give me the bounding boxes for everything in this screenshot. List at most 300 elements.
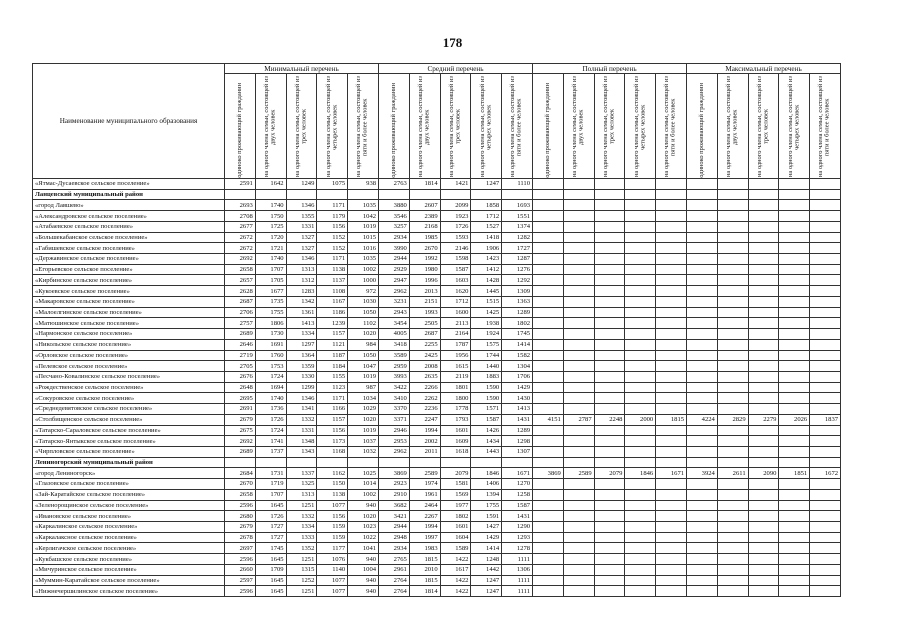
municipality-name: «Кукоевское сельское поселение» xyxy=(33,286,225,297)
group-header: Средний перечень xyxy=(379,64,533,74)
table-row xyxy=(33,532,841,543)
value-cell xyxy=(717,189,748,200)
value-cell xyxy=(563,339,594,350)
value-cell xyxy=(563,522,594,533)
value-cell xyxy=(471,189,502,200)
column-header-label: на одного члена семьи, состоящей из пяти и более человек xyxy=(817,76,832,178)
value-cell: 1278 xyxy=(502,543,533,554)
value-cell xyxy=(779,350,810,361)
value-cell: 2934 xyxy=(379,232,410,243)
municipality-name: «Орловское сельское поселение» xyxy=(33,350,225,361)
value-cell: 1730 xyxy=(255,329,286,340)
district-row xyxy=(33,457,841,468)
value-cell xyxy=(625,382,656,393)
value-cell xyxy=(717,307,748,318)
value-cell: 1725 xyxy=(255,221,286,232)
value-cell xyxy=(656,382,687,393)
column-header xyxy=(317,74,348,179)
value-cell xyxy=(625,532,656,543)
column-header-label: на одного члена семьи, состоящей из двух человек xyxy=(262,76,277,178)
value-cell: 1041 xyxy=(348,543,379,554)
value-cell: 1601 xyxy=(440,522,471,533)
value-cell xyxy=(625,522,656,533)
value-cell: 1726 xyxy=(255,511,286,522)
value-cell: 2679 xyxy=(225,522,256,533)
value-cell: 1883 xyxy=(471,371,502,382)
value-cell xyxy=(687,489,718,500)
value-cell: 1293 xyxy=(502,532,533,543)
value-cell xyxy=(779,554,810,565)
value-cell: 2013 xyxy=(409,286,440,297)
value-cell xyxy=(625,543,656,554)
value-cell xyxy=(687,211,718,222)
value-cell: 938 xyxy=(348,179,379,190)
value-cell: 2672 xyxy=(225,243,256,254)
value-cell xyxy=(594,436,625,447)
municipality-name: «Большекабанское сельское поселение» xyxy=(33,232,225,243)
column-header xyxy=(533,74,564,179)
municipality-name: «Зеленорощинское сельское поселение» xyxy=(33,500,225,511)
value-cell: 1600 xyxy=(440,307,471,318)
value-cell: 1923 xyxy=(440,211,471,222)
value-cell xyxy=(779,371,810,382)
value-cell: 1740 xyxy=(255,254,286,265)
value-cell: 1582 xyxy=(502,350,533,361)
value-cell xyxy=(687,479,718,490)
value-cell xyxy=(533,189,564,200)
value-cell: 1252 xyxy=(286,575,317,586)
value-cell xyxy=(563,554,594,565)
value-cell: 2146 xyxy=(440,243,471,254)
table-row xyxy=(33,468,841,479)
value-cell xyxy=(594,457,625,468)
column-header-label: одиноко проживающий гражданин xyxy=(697,83,705,178)
value-cell xyxy=(563,275,594,286)
value-cell: 1258 xyxy=(502,489,533,500)
column-header xyxy=(810,74,841,179)
value-cell: 3682 xyxy=(379,500,410,511)
value-cell xyxy=(625,425,656,436)
value-cell: 1159 xyxy=(317,522,348,533)
value-cell: 2011 xyxy=(409,446,440,457)
value-cell xyxy=(656,404,687,415)
value-cell xyxy=(533,232,564,243)
table-row xyxy=(33,179,841,190)
table-row xyxy=(33,232,841,243)
value-cell: 2934 xyxy=(379,543,410,554)
value-cell xyxy=(687,221,718,232)
value-cell xyxy=(810,564,841,575)
value-cell xyxy=(810,211,841,222)
table-row xyxy=(33,586,841,597)
value-cell xyxy=(563,382,594,393)
value-cell xyxy=(717,318,748,329)
value-cell xyxy=(225,457,256,468)
value-cell: 1331 xyxy=(286,425,317,436)
municipality-name: «Атабаевское сельское поселение» xyxy=(33,221,225,232)
column-header xyxy=(625,74,656,179)
value-cell: 2672 xyxy=(225,232,256,243)
value-cell: 3924 xyxy=(687,468,718,479)
value-cell: 2670 xyxy=(409,243,440,254)
value-cell: 1938 xyxy=(471,318,502,329)
value-cell: 2597 xyxy=(225,575,256,586)
value-cell xyxy=(594,307,625,318)
value-cell: 1034 xyxy=(348,393,379,404)
value-cell xyxy=(687,522,718,533)
value-cell xyxy=(810,232,841,243)
value-cell xyxy=(687,532,718,543)
value-cell xyxy=(810,500,841,511)
value-cell: 1974 xyxy=(409,479,440,490)
value-cell: 1587 xyxy=(471,414,502,425)
value-cell xyxy=(563,543,594,554)
value-cell: 1707 xyxy=(255,489,286,500)
value-cell: 1429 xyxy=(502,382,533,393)
value-cell xyxy=(533,511,564,522)
value-cell: 1355 xyxy=(286,211,317,222)
value-cell: 2684 xyxy=(225,468,256,479)
value-cell xyxy=(779,586,810,597)
value-cell xyxy=(533,436,564,447)
value-cell: 2002 xyxy=(409,436,440,447)
value-cell: 2961 xyxy=(379,564,410,575)
value-cell xyxy=(594,382,625,393)
value-cell xyxy=(533,371,564,382)
value-cell xyxy=(656,350,687,361)
value-cell xyxy=(533,264,564,275)
value-cell: 1270 xyxy=(502,479,533,490)
value-cell: 1337 xyxy=(286,468,317,479)
municipality-name: «город Лениногорск» xyxy=(33,468,225,479)
value-cell xyxy=(687,275,718,286)
value-cell: 1993 xyxy=(409,307,440,318)
value-cell: 1346 xyxy=(286,393,317,404)
value-cell: 3257 xyxy=(379,221,410,232)
value-cell xyxy=(625,446,656,457)
value-cell xyxy=(533,522,564,533)
value-cell xyxy=(656,543,687,554)
value-cell xyxy=(379,189,410,200)
value-cell xyxy=(533,500,564,511)
value-cell: 2464 xyxy=(409,500,440,511)
value-cell xyxy=(656,425,687,436)
value-cell xyxy=(563,457,594,468)
value-cell xyxy=(563,371,594,382)
value-cell: 1740 xyxy=(255,200,286,211)
value-cell: 1155 xyxy=(317,371,348,382)
value-cell xyxy=(717,511,748,522)
value-cell xyxy=(810,554,841,565)
value-cell: 2944 xyxy=(379,254,410,265)
value-cell xyxy=(625,457,656,468)
value-cell xyxy=(594,350,625,361)
value-cell: 1171 xyxy=(317,393,348,404)
value-cell: 1022 xyxy=(348,532,379,543)
value-cell: 1035 xyxy=(348,254,379,265)
value-cell: 1694 xyxy=(255,382,286,393)
value-cell xyxy=(594,232,625,243)
value-cell: 2953 xyxy=(379,436,410,447)
value-cell: 1996 xyxy=(409,275,440,286)
value-cell xyxy=(594,479,625,490)
column-header-label: на одного члена семьи, состоящей из трех человек xyxy=(293,76,308,178)
municipality-name: «Макаровское сельское поселение» xyxy=(33,296,225,307)
value-cell xyxy=(563,307,594,318)
value-cell xyxy=(625,296,656,307)
value-cell xyxy=(625,275,656,286)
value-cell: 1721 xyxy=(255,243,286,254)
column-header-label: на одного члена семьи, состоящей из пяти и более человек xyxy=(663,76,678,178)
value-cell xyxy=(533,339,564,350)
value-cell xyxy=(687,393,718,404)
value-cell xyxy=(810,425,841,436)
value-cell xyxy=(779,511,810,522)
value-cell xyxy=(748,200,779,211)
value-cell: 1138 xyxy=(317,489,348,500)
column-header-label: на одного члена семьи, состоящей из четырех человек xyxy=(786,76,801,178)
value-cell xyxy=(625,575,656,586)
value-cell: 1924 xyxy=(471,329,502,340)
value-cell: 1167 xyxy=(317,296,348,307)
value-cell xyxy=(779,243,810,254)
municipality-name: «Малоелгинское сельское поселение» xyxy=(33,307,225,318)
value-cell: 2168 xyxy=(409,221,440,232)
table-row xyxy=(33,371,841,382)
value-cell xyxy=(656,371,687,382)
value-cell: 1603 xyxy=(440,275,471,286)
value-cell: 1778 xyxy=(440,404,471,415)
table-row xyxy=(33,211,841,222)
table-row xyxy=(33,221,841,232)
value-cell xyxy=(255,457,286,468)
value-cell xyxy=(533,200,564,211)
value-cell xyxy=(779,329,810,340)
value-cell: 1760 xyxy=(255,350,286,361)
value-cell xyxy=(656,446,687,457)
value-cell xyxy=(563,296,594,307)
value-cell xyxy=(687,264,718,275)
value-cell: 1342 xyxy=(286,296,317,307)
value-cell: 2589 xyxy=(563,468,594,479)
value-cell xyxy=(409,457,440,468)
value-cell xyxy=(748,350,779,361)
value-cell xyxy=(748,221,779,232)
value-cell xyxy=(779,436,810,447)
municipality-name: «Чирпловское сельское поселение» xyxy=(33,446,225,457)
value-cell: 1313 xyxy=(286,489,317,500)
column-header-label: на одного члена семьи, состоящей из двух человек xyxy=(571,76,585,178)
value-cell: 1327 xyxy=(286,243,317,254)
value-cell xyxy=(625,500,656,511)
value-cell: 1726 xyxy=(440,221,471,232)
value-cell xyxy=(440,457,471,468)
value-cell xyxy=(779,500,810,511)
value-cell xyxy=(810,479,841,490)
value-cell xyxy=(748,532,779,543)
value-cell xyxy=(533,307,564,318)
value-cell xyxy=(656,179,687,190)
value-cell: 1332 xyxy=(286,511,317,522)
value-cell xyxy=(748,543,779,554)
value-cell xyxy=(687,404,718,415)
value-cell: 1000 xyxy=(348,275,379,286)
value-cell: 1727 xyxy=(255,522,286,533)
value-cell: 2692 xyxy=(225,254,256,265)
value-cell: 4224 xyxy=(687,414,718,425)
value-cell: 2247 xyxy=(409,414,440,425)
value-cell xyxy=(779,543,810,554)
value-cell: 2959 xyxy=(379,361,410,372)
value-cell xyxy=(563,189,594,200)
value-cell xyxy=(563,575,594,586)
value-cell: 1247 xyxy=(471,575,502,586)
value-cell: 1249 xyxy=(286,179,317,190)
value-cell: 984 xyxy=(348,339,379,350)
value-cell xyxy=(533,179,564,190)
value-cell xyxy=(563,393,594,404)
table-row xyxy=(33,318,841,329)
value-cell xyxy=(286,189,317,200)
value-cell: 2947 xyxy=(379,275,410,286)
value-cell xyxy=(687,307,718,318)
municipality-name: «Каркалинское сельское поселение» xyxy=(33,522,225,533)
value-cell: 1332 xyxy=(286,414,317,425)
value-cell: 1137 xyxy=(317,275,348,286)
municipality-name: «Габишевское сельское поселение» xyxy=(33,243,225,254)
value-cell xyxy=(748,254,779,265)
group-header: Максимальный перечень xyxy=(687,64,841,74)
value-cell: 1615 xyxy=(440,361,471,372)
value-cell: 1002 xyxy=(348,489,379,500)
value-cell: 1334 xyxy=(286,329,317,340)
column-header xyxy=(656,74,687,179)
value-cell xyxy=(625,200,656,211)
value-cell: 2692 xyxy=(225,436,256,447)
value-cell xyxy=(810,436,841,447)
value-cell xyxy=(810,511,841,522)
value-cell: 1184 xyxy=(317,361,348,372)
value-cell: 1753 xyxy=(255,361,286,372)
value-cell xyxy=(625,350,656,361)
value-cell xyxy=(533,575,564,586)
value-cell: 1443 xyxy=(471,446,502,457)
value-cell: 1239 xyxy=(317,318,348,329)
value-cell: 1691 xyxy=(255,339,286,350)
value-cell xyxy=(779,264,810,275)
value-cell: 1815 xyxy=(409,554,440,565)
value-cell: 1755 xyxy=(471,500,502,511)
value-cell xyxy=(810,243,841,254)
value-cell xyxy=(810,329,841,340)
value-cell xyxy=(779,393,810,404)
value-cell: 1359 xyxy=(286,361,317,372)
table-row xyxy=(33,425,841,436)
value-cell xyxy=(810,489,841,500)
value-cell: 3418 xyxy=(379,339,410,350)
value-cell: 1575 xyxy=(471,339,502,350)
value-cell: 4151 xyxy=(533,414,564,425)
value-cell xyxy=(779,200,810,211)
value-cell xyxy=(810,586,841,597)
value-cell xyxy=(409,189,440,200)
value-cell: 1111 xyxy=(502,575,533,586)
value-cell: 1076 xyxy=(317,554,348,565)
value-cell: 2079 xyxy=(440,468,471,479)
value-cell: 2611 xyxy=(717,468,748,479)
value-cell: 1030 xyxy=(348,296,379,307)
value-cell: 1802 xyxy=(440,511,471,522)
value-cell xyxy=(717,554,748,565)
value-cell: 1315 xyxy=(286,564,317,575)
value-cell xyxy=(748,511,779,522)
value-cell: 1706 xyxy=(502,371,533,382)
value-cell: 1515 xyxy=(471,296,502,307)
value-cell: 2389 xyxy=(409,211,440,222)
value-cell: 2660 xyxy=(225,564,256,575)
value-cell: 1609 xyxy=(440,436,471,447)
value-cell: 1020 xyxy=(348,511,379,522)
value-cell: 1709 xyxy=(255,564,286,575)
value-cell: 1992 xyxy=(409,254,440,265)
value-cell xyxy=(594,371,625,382)
municipality-name: «Нижнечершилинское сельское поселение» xyxy=(33,586,225,597)
value-cell: 1150 xyxy=(317,479,348,490)
value-cell xyxy=(687,457,718,468)
value-cell xyxy=(656,489,687,500)
municipality-name: «Зай-Каратайское сельское поселение» xyxy=(33,489,225,500)
value-cell: 1618 xyxy=(440,446,471,457)
value-cell: 3993 xyxy=(379,371,410,382)
value-cell: 1736 xyxy=(255,404,286,415)
value-cell: 1425 xyxy=(471,307,502,318)
table-row xyxy=(33,393,841,404)
column-header-label: на одного члена семьи, состоящей из четырех человек xyxy=(478,76,493,178)
value-cell xyxy=(533,446,564,457)
value-cell xyxy=(717,489,748,500)
value-cell: 1309 xyxy=(502,286,533,297)
value-cell xyxy=(779,275,810,286)
value-cell xyxy=(687,286,718,297)
value-cell: 1571 xyxy=(471,404,502,415)
value-cell: 3410 xyxy=(379,393,410,404)
table-row xyxy=(33,350,841,361)
value-cell: 1159 xyxy=(317,532,348,543)
value-cell xyxy=(594,264,625,275)
value-cell: 2596 xyxy=(225,554,256,565)
value-cell: 1343 xyxy=(286,446,317,457)
value-cell xyxy=(563,200,594,211)
value-cell xyxy=(687,564,718,575)
value-cell xyxy=(810,522,841,533)
value-cell: 1014 xyxy=(348,479,379,490)
value-cell xyxy=(779,446,810,457)
value-cell: 1604 xyxy=(440,532,471,543)
value-cell: 1330 xyxy=(286,371,317,382)
value-cell xyxy=(748,361,779,372)
value-cell xyxy=(748,296,779,307)
value-cell: 2113 xyxy=(440,318,471,329)
table-row xyxy=(33,307,841,318)
table-row xyxy=(33,404,841,415)
value-cell xyxy=(717,264,748,275)
value-cell xyxy=(533,479,564,490)
value-cell xyxy=(779,339,810,350)
value-cell xyxy=(717,339,748,350)
value-cell: 1312 xyxy=(286,275,317,286)
value-cell: 1422 xyxy=(440,575,471,586)
value-cell: 1712 xyxy=(440,296,471,307)
